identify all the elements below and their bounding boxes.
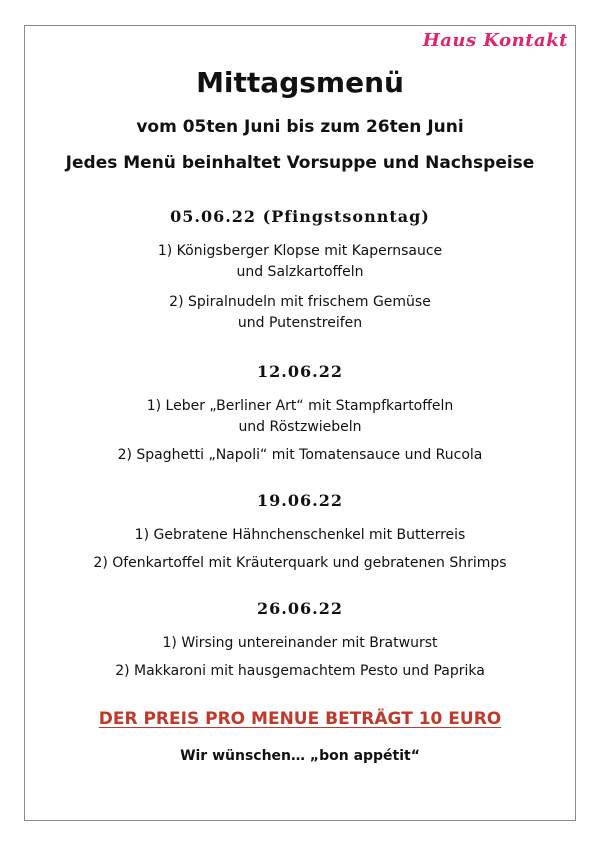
dish-line: 1) Gebratene Hähnchenschenkel mit Butterreis <box>134 527 466 543</box>
dish-line: 2) Ofenkartoffel mit Kräuterquark und gebratenen Shrimps <box>93 555 507 571</box>
day-heading: 12.06.22 <box>257 362 343 381</box>
page-title: Mittagsmenü <box>196 66 404 99</box>
dish-line: und Salzkartoffeln <box>236 264 364 280</box>
dish-line: 2) Spiralnudeln mit frischem Gemüse <box>169 294 431 310</box>
dish-line: 1) Leber „Berliner Art“ mit Stampfkartoffeln <box>146 398 454 414</box>
dish-item <box>24 292 576 334</box>
dish-line: 1) Wirsing untereinander mit Bratwurst <box>162 635 438 651</box>
dish-line: und Röstzwiebeln <box>238 419 362 435</box>
dish-item <box>24 553 576 574</box>
dish-line: 2) Makkaroni mit hausgemachtem Pesto und Paprika <box>115 663 485 679</box>
closing-greeting: Wir wünschen… „bon appétit“ <box>180 748 420 764</box>
dish-line: und Putenstreifen <box>237 315 363 331</box>
dish-line: 2) Spaghetti „Napoli“ mit Tomatensauce und Rucola <box>117 447 483 463</box>
dish-line: 1) Königsberger Klopse mit Kapernsauce <box>157 243 443 259</box>
day-heading: 05.06.22 (Pfingstsonntag) <box>170 207 430 226</box>
dish-item <box>24 396 576 438</box>
day-heading: 19.06.22 <box>257 491 343 510</box>
dish-item <box>24 633 576 654</box>
brand-logo: Haus Kontakt <box>422 30 568 51</box>
dish-item <box>24 241 576 283</box>
price-note: DER PREIS PRO MENUE BETRÄGT 10 EURO <box>98 709 502 729</box>
dish-item <box>24 525 576 546</box>
date-range: vom 05ten Juni bis zum 26ten Juni <box>136 117 464 137</box>
dish-item <box>24 661 576 682</box>
includes-note: Jedes Menü beinhaltet Vorsuppe und Nachspeise <box>65 153 535 173</box>
day-heading: 26.06.22 <box>257 599 343 618</box>
dish-item <box>24 445 576 466</box>
